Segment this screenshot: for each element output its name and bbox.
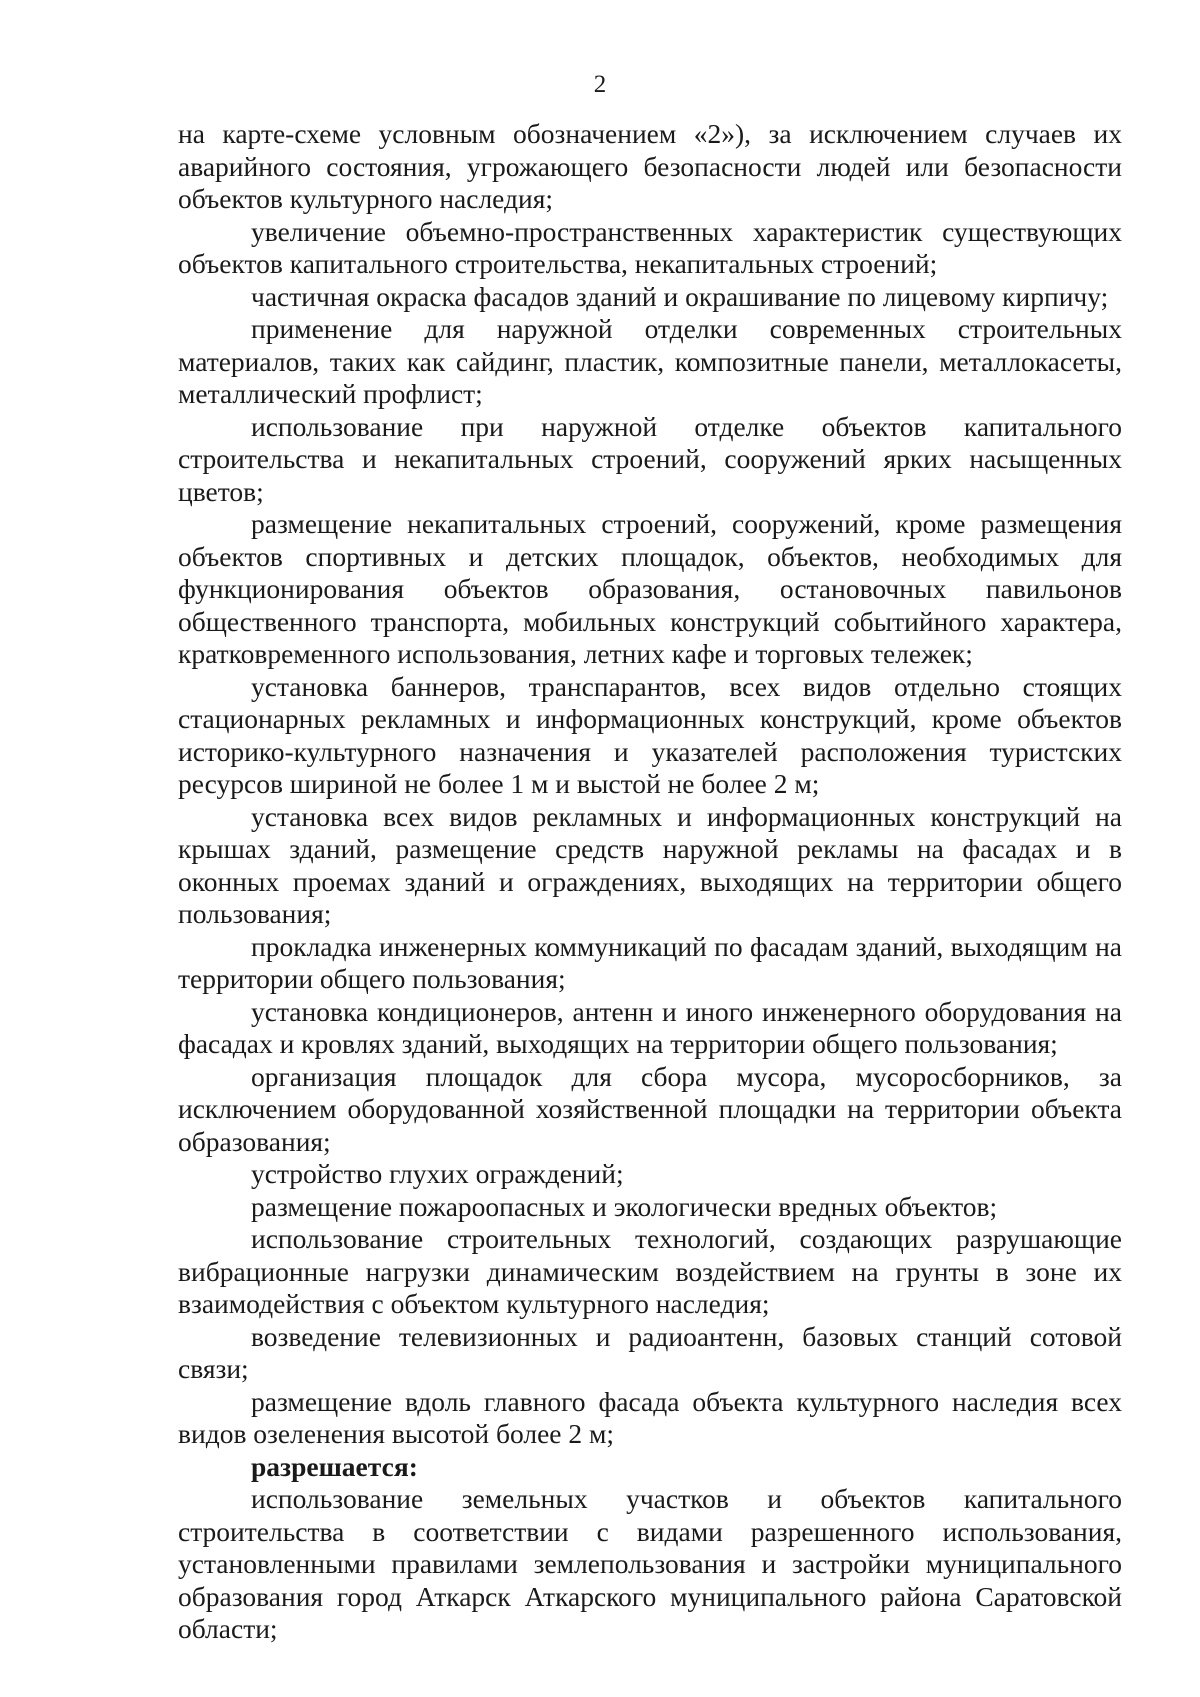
paragraph: использование строительных технологий, создающих разрушающие вибрационные нагрузки динамическим воздействием на грунты в зоне их взаимодействия с объектом культурного наследия; — [178, 1223, 1122, 1319]
paragraph: на карте-схеме условным обозначением «2»), за исключением случаев их аварийного состояния, угрожающего безопасности людей или безопасности объектов культурного наследия; — [178, 118, 1122, 214]
page-number: 2 — [593, 71, 607, 98]
paragraph: организация площадок для сбора мусора, мусоросборников, за исключением оборудованной хозяйственной площадки на территории объекта образования; — [178, 1060, 1122, 1157]
paragraph: установка кондиционеров, антенн и иного инженерного оборудования на фасадах и кровлях зданий, выходящих на территории общего пользования; — [178, 995, 1122, 1059]
paragraph: прокладка инженерных коммуникаций по фасадам зданий, выходящим на территории общего пользования; — [178, 930, 1122, 994]
paragraph: использование земельных участков и объектов капитального строительства в соответствии с видами разрешенного использования, установленными правилами землепользования и застройки муниципального образования город Аткарск Аткарского муниципального района Саратовской области; — [178, 1483, 1122, 1644]
document-body — [178, 118, 1122, 1646]
paragraph: частичная окраска фасадов зданий и окрашивание по лицевому кирпичу; — [251, 280, 1109, 312]
paragraph: увеличение объемно-пространственных характеристик существующих объектов капитального строительства, некапитальных строений; — [178, 215, 1122, 279]
paragraph: установка всех видов рекламных и информационных конструкций на крышах зданий, размещение средств наружной рекламы на фасадах и в оконных проемах зданий и ограждениях, выходящих на территории общего пользования; — [178, 800, 1122, 929]
paragraph: использование при наружной отделке объектов капитального строительства и некапитальных строений, сооружений ярких насыщенных цветов; — [178, 410, 1122, 507]
paragraph: размещение пожароопасных и экологически вредных объектов; — [251, 1190, 998, 1222]
paragraph: установка баннеров, транспарантов, всех видов отдельно стоящих стационарных рекламных и информационных конструкций, кроме объектов историко-культурного назначения и указателей расположения туристских ресурсов шириной не более 1 м и выстой не более 2 м; — [178, 670, 1122, 799]
section-heading-permitted: разрешается: — [251, 1450, 418, 1482]
paragraph: размещение некапитальных строений, сооружений, кроме размещения объектов спортивных и детских площадок, объектов, необходимых для функционирования объектов образования, остановочных павильонов общественного транспорта, мобильных конструкций событийного характера, кратковременного использования, летних кафе и торговых тележек; — [178, 508, 1122, 669]
paragraph: устройство глухих ограждений; — [251, 1158, 624, 1189]
paragraph: размещение вдоль главного фасада объекта культурного наследия всех видов озеленения высотой более 2 м; — [178, 1385, 1122, 1449]
paragraph: возведение телевизионных и радиоантенн, базовых станций сотовой связи; — [178, 1320, 1122, 1384]
paragraph: применение для наружной отделки современных строительных материалов, таких как сайдинг, пластик, композитные панели, металлокасеты, металлический профлист; — [178, 313, 1122, 409]
